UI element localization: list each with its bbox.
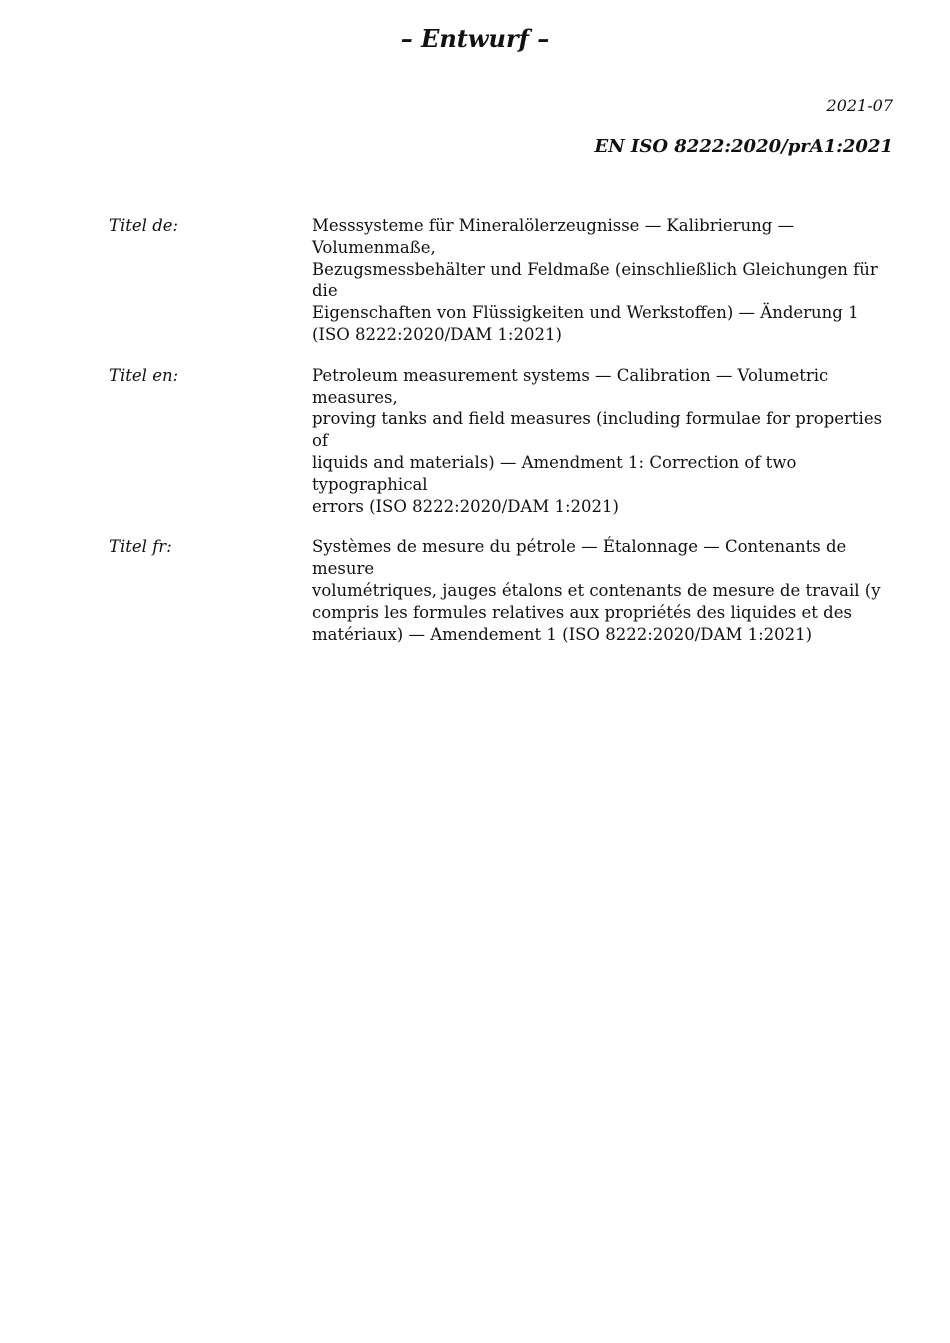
title-row-de xyxy=(109,215,899,346)
title-text-fr: Systèmes de mesure du pétrole — Étalonnage — Contenants de mesure volumétriques, jauges étalons et contenants de mesure de travail (y compris les formules relatives aux propriétés des liquides et des matériaux) — Amendement 1 (ISO 8222:2020/DAM 1:2021) xyxy=(312,537,881,644)
draft-heading: – Entwurf – xyxy=(400,24,550,53)
title-label-fr: Titel fr: xyxy=(109,537,172,557)
title-text-en: Petroleum measurement systems — Calibration — Volumetric measures, proving tanks and field measures (including formulae for properties of liquids and materials) — Amendment 1: Correction of two typographical errors (ISO 8222:2020/DAM 1:2021) xyxy=(312,365,883,516)
title-text-de: Messsysteme für Mineralölerzeugnisse — Kalibrierung — Volumenmaße, Bezugsmessbehälter und Feldmaße (einschließlich Gleichungen für die Eigenschaften von Flüssigkeiten und Werkstoffen) — Änderung 1 (ISO 8222:2020/DAM 1:2021) xyxy=(312,216,878,344)
document-date: 2021-07 xyxy=(826,96,893,115)
document-reference: EN ISO 8222:2020/prA1:2021 xyxy=(594,136,893,157)
title-label-en: Titel en: xyxy=(109,365,179,385)
title-label-de: Titel de: xyxy=(109,216,179,235)
title-row-fr xyxy=(109,536,899,645)
titles-table xyxy=(109,215,899,664)
title-row-en xyxy=(109,365,899,518)
